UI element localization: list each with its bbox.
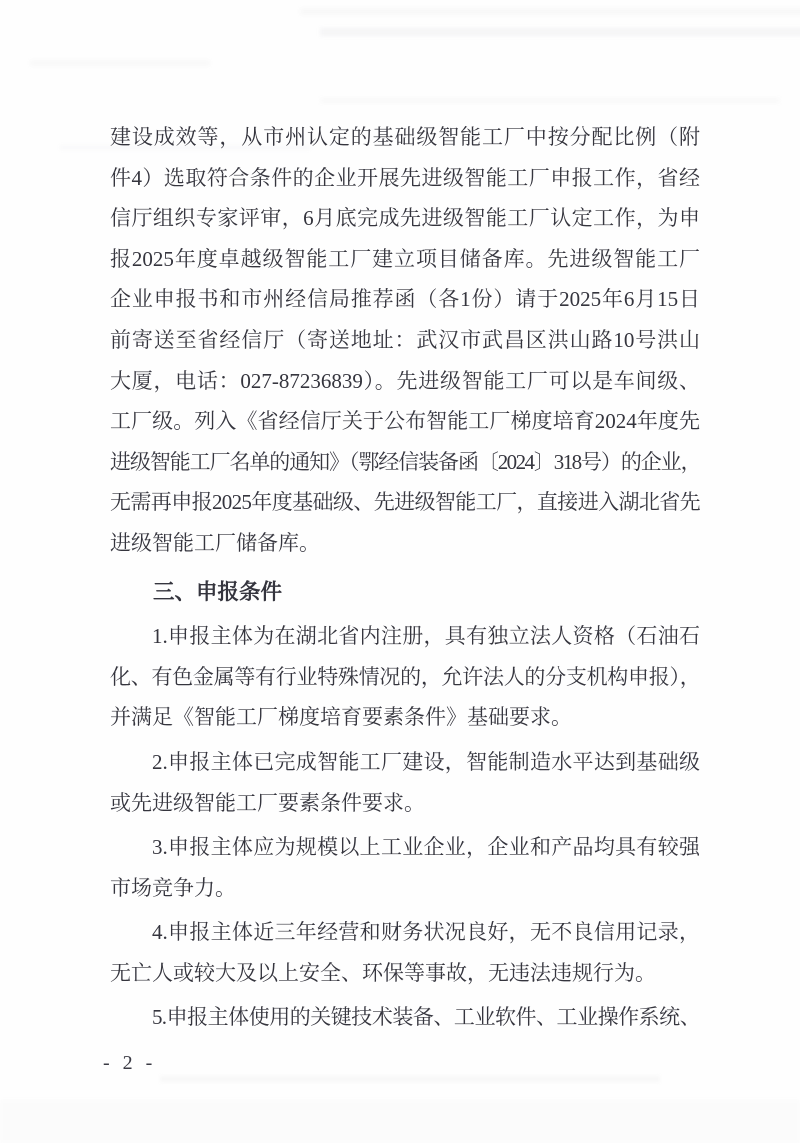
scan-artifact bbox=[0, 1100, 800, 1143]
paragraph-line: 大厦，电话：027-87236839）。先进级智能工厂可以是车间级、 bbox=[110, 368, 700, 393]
list-item-line: 无亡人或较大及以上安全、环保等事故，无违法违规行为。 bbox=[110, 960, 656, 985]
scan-artifact bbox=[320, 28, 800, 36]
paragraph-line: 前寄送至省经信厅（寄送地址：武汉市武昌区洪山路10号洪山 bbox=[110, 327, 700, 352]
paragraph-line: 件4）选取符合条件的企业开展先进级智能工厂申报工作，省经 bbox=[110, 165, 700, 190]
paragraph-line: 进级智能工厂名单的通知》（鄂经信装备函〔2024〕318号）的企业， bbox=[110, 449, 700, 474]
page-number: - 2 - bbox=[103, 1052, 157, 1074]
paragraph-line: 进级智能工厂储备库。 bbox=[110, 530, 320, 555]
list-item-line: 3.申报主体应为规模以上工业企业，企业和产品均具有较强 bbox=[152, 835, 700, 860]
list-item-line: 4.申报主体近三年经营和财务状况良好，无不良信用记录， bbox=[152, 920, 700, 945]
paragraph-line: 无需再申报2025年度基础级、先进级智能工厂，直接进入湖北省先 bbox=[110, 490, 700, 515]
list-item-line: 5.申报主体使用的关键技术装备、工业软件、工业操作系统、 bbox=[152, 1005, 700, 1030]
document-text bbox=[110, 117, 700, 1038]
paragraph-line: 信厅组织专家评审，6月底完成先进级智能工厂认定工作，为申 bbox=[110, 206, 700, 231]
scan-artifact bbox=[300, 8, 800, 15]
paragraph-line: 工厂级。列入《省经信厅关于公布智能工厂梯度培育2024年度先 bbox=[110, 409, 700, 434]
scan-artifact bbox=[160, 1076, 660, 1082]
list-item-line: 1.申报主体为在湖北省内注册，具有独立法人资格（石油石 bbox=[152, 624, 700, 649]
list-item-line: 2.申报主体已完成智能工厂建设，智能制造水平达到基础级 bbox=[152, 749, 700, 774]
list-item-line: 化、有色金属等有行业特殊情况的，允许法人的分支机构申报）， bbox=[110, 664, 700, 689]
paragraph-line: 企业申报书和市州经信局推荐函（各1份）请于2025年6月15日 bbox=[110, 287, 700, 312]
list-item-line: 并满足《智能工厂梯度培育要素条件》基础要求。 bbox=[110, 705, 572, 730]
paragraph-line: 建设成效等，从市州认定的基础级智能工厂中按分配比例（附 bbox=[110, 125, 700, 149]
section-heading: 三、申报条件 bbox=[153, 579, 283, 604]
scan-artifact bbox=[320, 98, 780, 103]
list-item-line: 市场竞争力。 bbox=[110, 875, 236, 900]
list-item-line: 或先进级智能工厂要素条件要求。 bbox=[110, 790, 425, 815]
scan-artifact bbox=[30, 60, 210, 66]
paragraph-line: 报2025年度卓越级智能工厂建立项目储备库。先进级智能工厂 bbox=[110, 246, 700, 271]
